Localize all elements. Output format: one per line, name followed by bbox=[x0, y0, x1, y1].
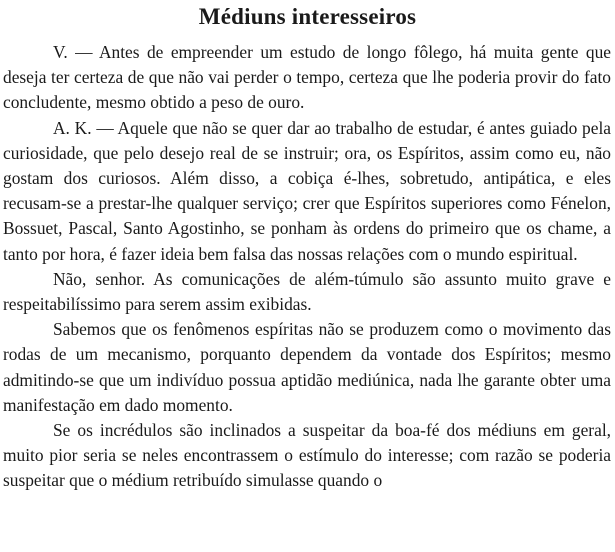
section-title: Médiuns interesseiros bbox=[198, 4, 417, 29]
paragraph: Se os incrédulos são inclinados a suspeitar da boa-fé dos médiuns em geral, muito pior seria se neles encontrassem o estímulo do interesse; com razão se poderia suspeitar que o médium retribuído simulasse quando o bbox=[3, 420, 611, 491]
paragraph: A. K. — Aquele que não se quer dar ao trabalho de estudar, é antes guiado pela curiosidade, que pelo desejo real de se instruir; ora, os Espíritos, assim como eu, não gostam dos curiosos. Além disso, a cobiça é-lhes, sobretudo, antipática, e eles recusam-se a prestar-lhe qualquer serviço; crer que Espíritos superiores como Fénelon, Bossuet, Pascal, Santo Agostinho, se ponham às ordens do primeiro que os chame, a tanto por hora, é fazer ideia bem falsa das nossas relações com o mundo espiritual. bbox=[3, 117, 611, 264]
body-text bbox=[3, 40, 611, 494]
paragraph: Sabemos que os fenômenos espíritas não se produzem como o movimento das rodas de um mecanismo, porquanto dependem da vontade dos Espíritos; mesmo admitindo-se que um indivíduo possua aptidão mediúnica, nada lhe garante obter uma manifestação em dado momento. bbox=[3, 319, 611, 415]
paragraph: Não, senhor. As comunicações de além-túmulo são assunto muito grave e respeitabilíssimo para serem assim exibidas. bbox=[3, 268, 611, 315]
paragraph: V. — Antes de empreender um estudo de longo fôlego, há muita gente que deseja ter certeza de que não vai perder o tempo, certeza que lhe poderia provir do fato concludente, mesmo obtido a peso de ouro. bbox=[3, 42, 611, 113]
